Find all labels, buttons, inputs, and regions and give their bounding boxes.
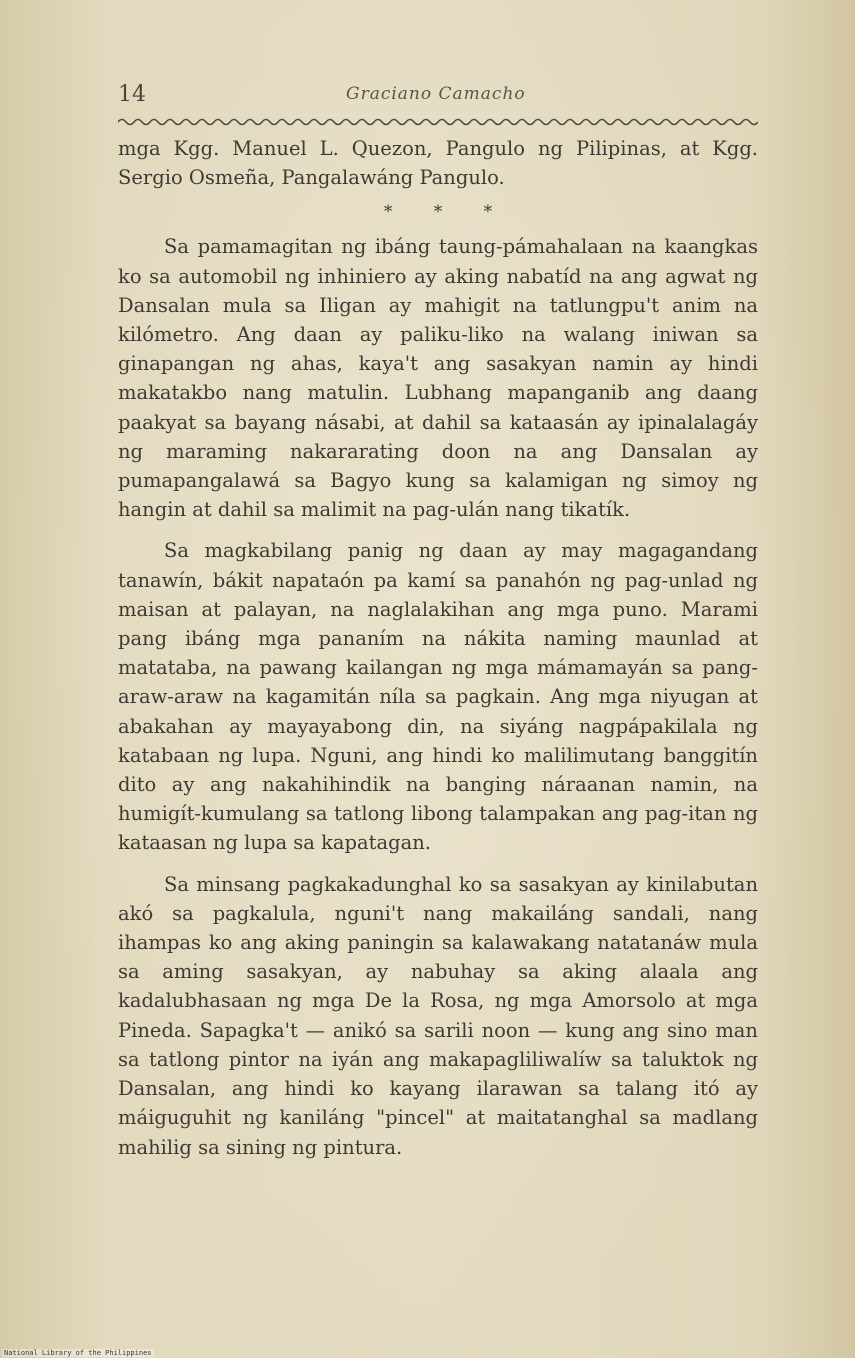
asterisk: * — [433, 202, 443, 223]
library-credit: National Library of the Philippines — [4, 1349, 152, 1357]
body-text — [118, 134, 758, 1162]
section-break — [118, 198, 758, 226]
paragraph: Sa pamamagitan ng ibáng taung-pámahalaan na kaangkas ko sa automobil ng inhiniero ay aking nabatíd na ang agwat ng Dansalan mula sa Iligan ay mahigit na tatlungpu't anim na kilómetro. Ang daan ay paliku-liko na walang iniwan sa ginapangan ng ahas, kaya't ang sasakyan namin ay hindi makatakbo nang matulin. Lubhang mapanganib ang daang paakyat sa bayang násabi, at dahil sa kataasán ay ipinalalagáy ng maraming nakararating doon na ang Dansalan ay pumapangalawá sa Bagyo kung sa kalamigan ng simoy ng hangin at dahil sa malimit na pag-ulán nang tikatík. — [118, 235, 758, 522]
paragraph: Sa minsang pagkakadunghal ko sa sasakyan ay kinilabutan akó sa pagkalula, nguni't nang makailáng sandali, nang ihampas ko ang aking paningin sa kalawakang natatanáw mula sa aming sasakyan, ay nabuhay sa aking alaala ang kadalubhasaan ng mga De la Rosa, ng mga Amorsolo at mga Pineda. Sapagka't — anikó sa sarili noon — kung ang sino man sa tatlong pintor na iyán ang makapagliliwalíw sa taluktok ng Dansalan, ang hindi ko kayang ilarawan sa talang itó ay máiguguhit ng kaniláng "pincel" at maitatanghal sa madlang mahilig sa sining ng pintura. — [118, 872, 758, 1159]
asterisk: * — [483, 202, 493, 223]
paragraph: Sa magkabilang panig ng daan ay may magagandang tanawín, bákit napataón pa kamí sa panahón ng pag-unlad ng maisan at palayan, na naglalakihan ang mga puno. Marami pang ibáng mga pananím na nákita naming maunlad at matataba, na pawang kailangan ng mga mámamayán sa pang-araw-araw na kagamitán níla sa pagkain. Ang mga niyugan at abakahan ay mayayabong din, na siyáng nagpápakilala ng katabaan ng lupa. Nguni, ang hindi ko malilimutang banggitín dito ay ang nakahihindik na banging náraanan namin, na humigít-kumulang sa tatlong libong talampakan ang pag-itan ng kataasan ng lupa sa kapatagan. — [118, 539, 758, 855]
running-title: Graciano Camacho — [346, 84, 526, 104]
running-head — [118, 82, 758, 112]
page-number: 14 — [118, 82, 146, 107]
decorative-wavy-rule — [118, 116, 758, 128]
paragraph-continuation: mga Kgg. Manuel L. Quezon, Pangulo ng Pilipinas, at Kgg. Sergio Osmeña, Pangalawáng Pangulo. — [118, 137, 758, 190]
asterisk: * — [383, 202, 393, 223]
